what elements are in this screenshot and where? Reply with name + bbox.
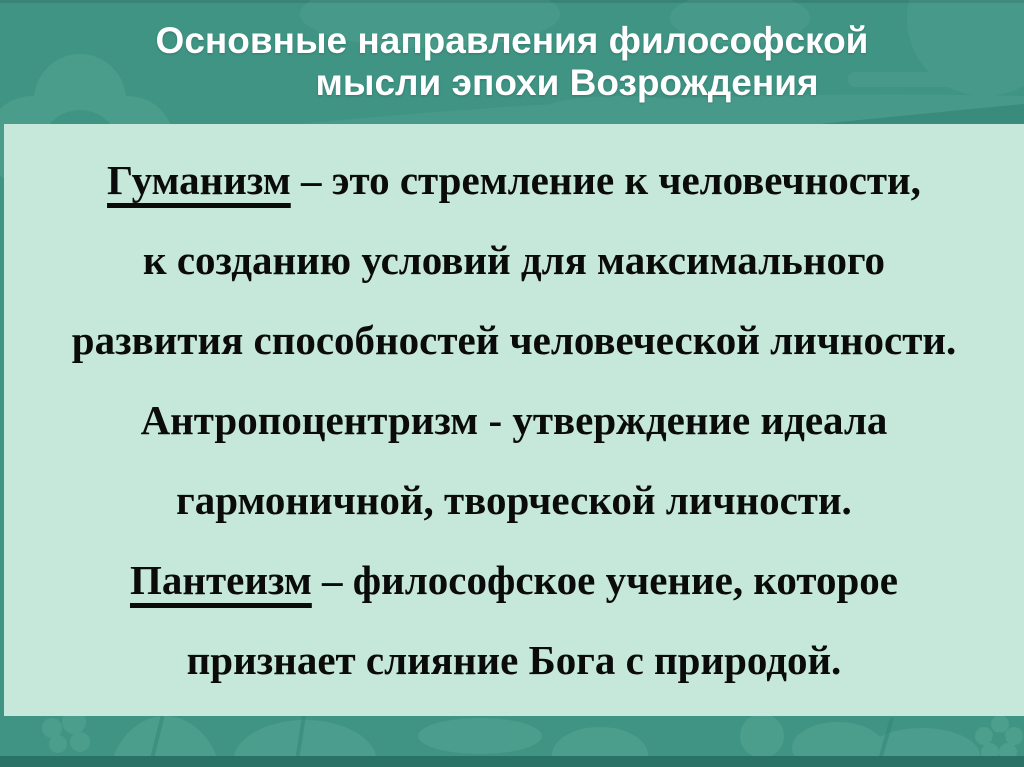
body-line bbox=[12, 540, 1016, 620]
body-line bbox=[12, 620, 1016, 700]
body-line bbox=[12, 140, 1016, 220]
body-text-segment: – философское учение, которое bbox=[311, 557, 898, 603]
body-text-segment: Антропоцентризм - утверждение идеала bbox=[140, 397, 888, 443]
body-line bbox=[12, 300, 1016, 380]
flower-decoration-small bbox=[975, 715, 1023, 761]
body-text-segment: признает слияние Бога с природой. bbox=[186, 637, 842, 683]
body-text-segment: гармоничной, творческой личности. bbox=[176, 477, 852, 523]
body-line bbox=[12, 220, 1016, 300]
slide-title-line-1: Основные направления философской bbox=[155, 20, 869, 61]
slide-top-edge bbox=[0, 0, 1024, 3]
body-line bbox=[12, 460, 1016, 540]
slide-body-panel bbox=[4, 124, 1024, 716]
body-text-segment: развития способностей человеческой личности. bbox=[71, 317, 957, 363]
bottom-edge-strip bbox=[0, 756, 1024, 767]
underlined-term: Пантеизм bbox=[129, 557, 312, 603]
body-line bbox=[12, 380, 1016, 460]
slide-title-bar bbox=[0, 0, 1024, 124]
body-text-segment: к созданию условий для максимального bbox=[142, 237, 886, 283]
underlined-term: Гуманизм bbox=[107, 157, 291, 203]
slide-title-line-2: мысли эпохи Возрождения bbox=[315, 62, 819, 103]
body-text-segment: – это стремление к человечности, bbox=[290, 157, 921, 203]
